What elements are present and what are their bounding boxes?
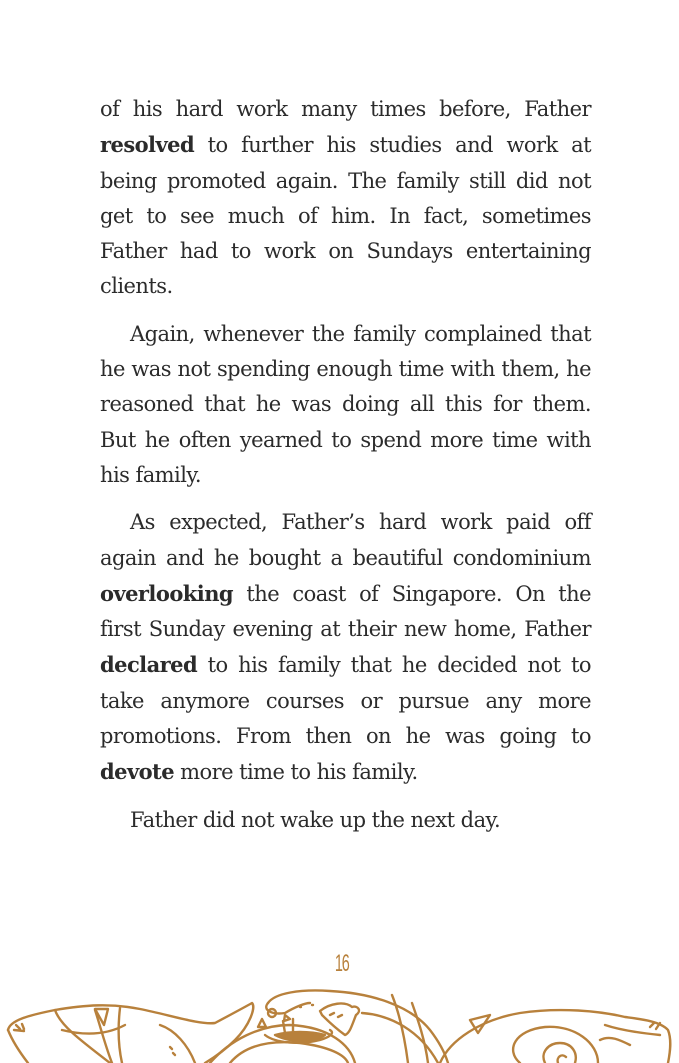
vocabulary-word-declared: declared bbox=[100, 652, 198, 678]
text-segment: the coast of Singapore. On the first Sunday evening at their new home, Father bbox=[100, 581, 591, 642]
text-segment: to his family that he decided not to take anymore courses or pursue any more promotions. From then on he was going to bbox=[100, 653, 591, 749]
paragraph-4 bbox=[100, 803, 591, 838]
text-segment: more time to his family. bbox=[174, 760, 418, 785]
story-text bbox=[100, 92, 591, 850]
page-number: 16 bbox=[334, 950, 349, 977]
text-segment: of his hard work many times before, Father bbox=[100, 97, 591, 121]
text-segment: Again, whenever the family complained that he was not spending enough time with them, he reasoned that he was doing all this for them. But he often yearned to spend more time with his family. bbox=[100, 321, 591, 487]
vocabulary-word-resolved: resolved bbox=[100, 132, 195, 158]
paragraph-2 bbox=[100, 317, 591, 493]
vocabulary-word-overlooking: overlooking bbox=[100, 580, 234, 606]
vocabulary-word-devote: devote bbox=[100, 759, 175, 785]
paragraph-1 bbox=[100, 92, 591, 305]
text-segment: to further his studies and work at being promoted again. The family still did not get to see much of him. In fact, sometimes Father had to work on Sundays entertaining clients. bbox=[100, 133, 591, 299]
text-segment: As expected, Father’s hard work paid off again and he bought a beautiful condominium bbox=[100, 510, 591, 570]
decorative-line-art-border-icon bbox=[0, 985, 679, 1063]
paragraph-3 bbox=[100, 505, 591, 790]
text-segment: Father did not wake up the next day. bbox=[130, 807, 501, 832]
